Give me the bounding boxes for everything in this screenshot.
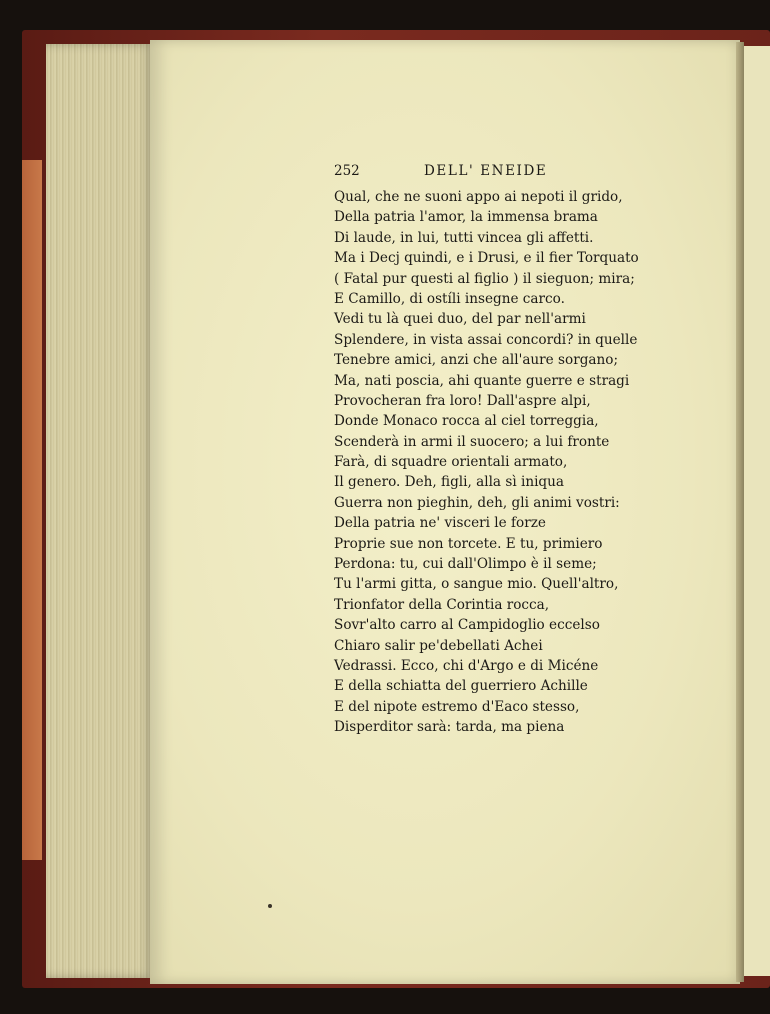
verse-line: Vedrassi. Ecco, chi d'Argo e di Micéne [334,657,599,674]
verse-line: Disperditor sarà: tarda, ma piena [334,719,565,736]
page-header [334,163,614,185]
verse-line: E della schiatta del guerriero Achille [334,678,588,695]
verse-line: Trionfator della Corintia rocca, [334,596,550,613]
verse-line: Vedi tu là quei duo, del par nell'armi [334,311,586,328]
verse-line: Sovr'alto carro al Campidoglio eccelso [334,617,600,634]
verse-line: Di laude, in lui, tutti vincea gli affetti. [334,229,594,246]
verse-line: Ma, nati poscia, ahi quante guerre e stragi [334,372,630,389]
verse-line: Qual, che ne suoni appo ai nepoti il grido, [334,189,623,205]
page-gutter [736,42,744,982]
verse-block [334,187,639,738]
verse-line: Tenebre amici, anzi che all'aure sorgano; [334,352,619,369]
verse-line: Tu l'armi gitta, o sangue mio. Quell'altro, [334,576,619,593]
verse-line: E del nipote estremo d'Eaco stesso, [334,698,580,715]
verse-line: Proprie sue non torcete. E tu, primiero [334,535,603,552]
verse-line: Ma i Decj quindi, e i Drusi, e il fier Torquato [334,250,639,267]
page-stack [46,44,154,978]
verse-line: E Camillo, di ostíli insegne carco. [334,290,565,307]
verse-line: Scenderà in armi il suocero; a lui fronte [334,433,610,450]
verse-line: Perdona: tu, cui dall'Olimpo è il seme; [334,556,597,573]
verse-line: Farà, di squadre orientali armato, [334,454,568,471]
verse-line: Guerra non pieghin, deh, gli animi vostri: [334,494,620,511]
cover-edge [22,160,42,860]
verse-line: Provocheran fra loro! Dall'aspre alpi, [334,392,591,409]
verse-line: Della patria l'amor, la immensa brama [334,209,598,226]
paper-speck [268,904,272,908]
verse-line: ( Fatal pur questi al figlio ) il sieguon; mira; [334,270,635,287]
page-number: 252 [334,163,360,179]
running-title: DELL' ENEIDE [424,163,548,179]
facing-page-edge [744,46,770,976]
verse-line: Splendere, in vista assai concordi? in quelle [334,331,638,348]
verse-line: Chiaro salir pe'debellati Achei [334,637,543,654]
verse-line: Della patria ne' visceri le forze [334,515,546,532]
verse-line: Il genero. Deh, figli, alla sì iniqua [334,474,564,491]
verse-line: Donde Monaco rocca al ciel torreggia, [334,413,599,430]
